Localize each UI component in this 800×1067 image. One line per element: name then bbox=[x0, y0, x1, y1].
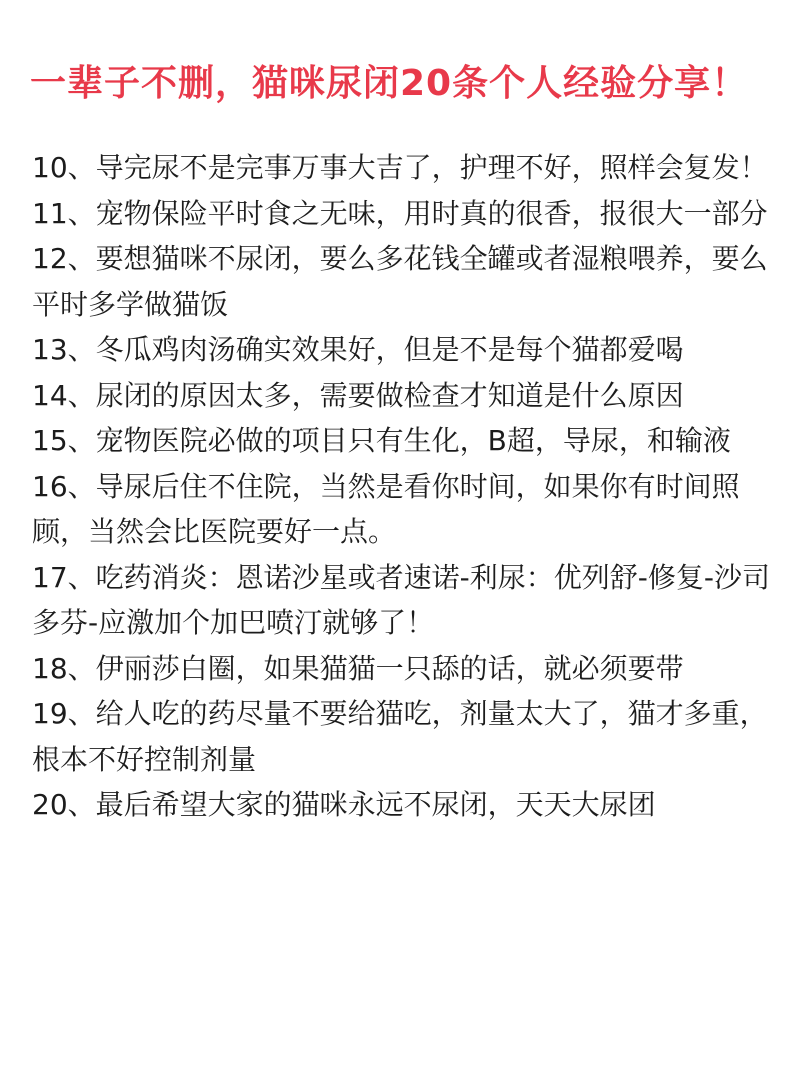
tip-18: 18、伊丽莎白圈，如果猫猫一只舔的话，就必须要带 bbox=[32, 651, 684, 685]
tip-12: 12、要想猫咪不尿闭，要么多花钱全罐或者湿粮喂养，要么平时多学做猫饭 bbox=[32, 242, 768, 321]
tip-16: 16、导尿后住不住院，当然是看你时间，如果你有时间照顾，当然会比医院要好一点。 bbox=[32, 469, 740, 548]
tip-10: 10、导完尿不是完事万事大吉了，护理不好，照样会复发！ bbox=[32, 151, 768, 184]
tips-list bbox=[32, 145, 772, 828]
tip-13: 13、冬瓜鸡肉汤确实效果好，但是不是每个猫都爱喝 bbox=[32, 333, 684, 366]
tip-11: 11、宠物保险平时食之无味，用时真的很香，报很大一部分 bbox=[32, 196, 768, 230]
tip-14: 14、尿闭的原因太多，需要做检查才知道是什么原因 bbox=[32, 378, 684, 412]
tip-19: 19、给人吃的药尽量不要给猫吃，剂量太大了，猫才多重，根本不好控制剂量 bbox=[32, 697, 768, 776]
tip-15: 15、宠物医院必做的项目只有生化，B超，导尿，和输液 bbox=[32, 424, 731, 457]
page-title: 一辈子不删，猫咪尿闭20条个人经验分享！ bbox=[30, 63, 749, 104]
tip-20: 20、最后希望大家的猫咪永远不尿闭，天天大尿团 bbox=[32, 788, 656, 821]
tip-17: 17、吃药消炎：恩诺沙星或者速诺-利尿：优列舒-修复-沙司多芬-应激加个加巴喷汀就够了！ bbox=[32, 560, 770, 639]
